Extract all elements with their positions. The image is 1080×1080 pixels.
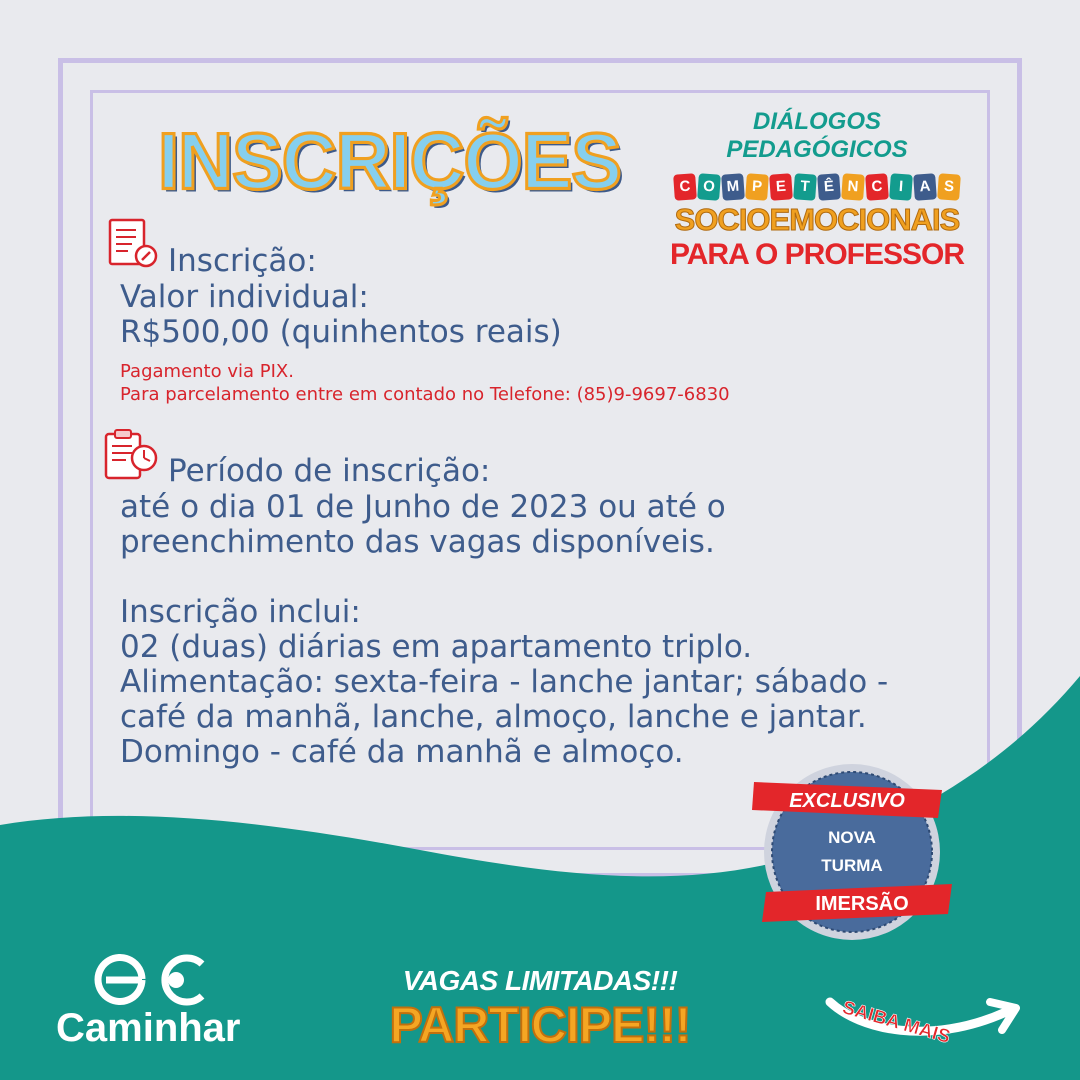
badge-nova: NOVA <box>828 828 876 847</box>
badge-exclusivo: EXCLUSIVO <box>789 790 905 812</box>
periodo-heading: Período de inscrição: <box>168 453 491 489</box>
logo-name: Caminhar <box>56 1006 241 1050</box>
competencias-letter: S <box>937 173 961 200</box>
competencias-letter: Ê <box>817 173 841 200</box>
competencias-letter: C <box>673 173 697 200</box>
participe-cta[interactable]: PARTICIPE!!! <box>389 997 691 1053</box>
competencias-letter: I <box>889 173 913 200</box>
brand-para-o-professor: PARA O PROFESSOR <box>669 238 965 271</box>
saiba-mais-link[interactable] <box>820 990 1030 1070</box>
vagas-limitadas: VAGAS LIMITADAS!!! <box>402 965 678 996</box>
badge-turma: TURMA <box>821 856 883 875</box>
valor-individual-label: Valor individual: <box>120 279 369 315</box>
competencias-letter: N <box>841 173 865 200</box>
competencias-letter: E <box>769 173 793 200</box>
brand-subtitle: DIÁLOGOS PEDAGÓGICOS <box>726 108 908 163</box>
competencias-letter: P <box>745 173 769 200</box>
competencias-letter: M <box>721 173 745 200</box>
valor-amount: R$500,00 (quinhentos reais) <box>120 314 562 350</box>
periodo-line-2: preenchimento das vagas disponíveis. <box>120 524 715 560</box>
inclui-line-1: 02 (duas) diárias em apartamento triplo. <box>120 629 753 665</box>
competencias-letter: A <box>913 173 937 200</box>
brand-socioemocionais: SOCIOEMOCIONAIS <box>674 202 960 237</box>
installment-note: Para parcelamento entre em contado no Telefone: (85)9-9697-6830 <box>120 384 730 405</box>
document-pen-icon <box>106 216 160 272</box>
competencias-letter: C <box>865 173 889 200</box>
saiba-mais-label: SAIBA MAIS <box>839 997 953 1049</box>
brand-block <box>662 108 972 272</box>
periodo-line-1: até o dia 01 de Junho de 2023 ou até o <box>120 489 726 525</box>
competencias-letter: O <box>697 173 721 200</box>
brand-competencias <box>662 174 972 200</box>
inclui-line-2: Alimentação: sexta-feira - lanche jantar; sábado - <box>120 664 889 700</box>
exclusive-badge <box>752 752 952 952</box>
inscricao-heading: Inscrição: <box>168 243 317 279</box>
caminhar-logo-icon <box>52 952 262 1008</box>
inclui-line-3: café da manhã, lanche, almoço, lanche e jantar. <box>120 699 867 735</box>
payment-note: Pagamento via PIX. <box>120 361 294 382</box>
clipboard-clock-icon <box>102 428 160 484</box>
inclui-heading: Inscrição inclui: <box>120 594 361 630</box>
inclui-line-4: Domingo - café da manhã e almoço. <box>120 734 684 770</box>
page-title: INSCRIÇÕES <box>158 116 621 207</box>
badge-imersao: IMERSÃO <box>815 893 909 915</box>
competencias-letter: T <box>793 173 817 200</box>
